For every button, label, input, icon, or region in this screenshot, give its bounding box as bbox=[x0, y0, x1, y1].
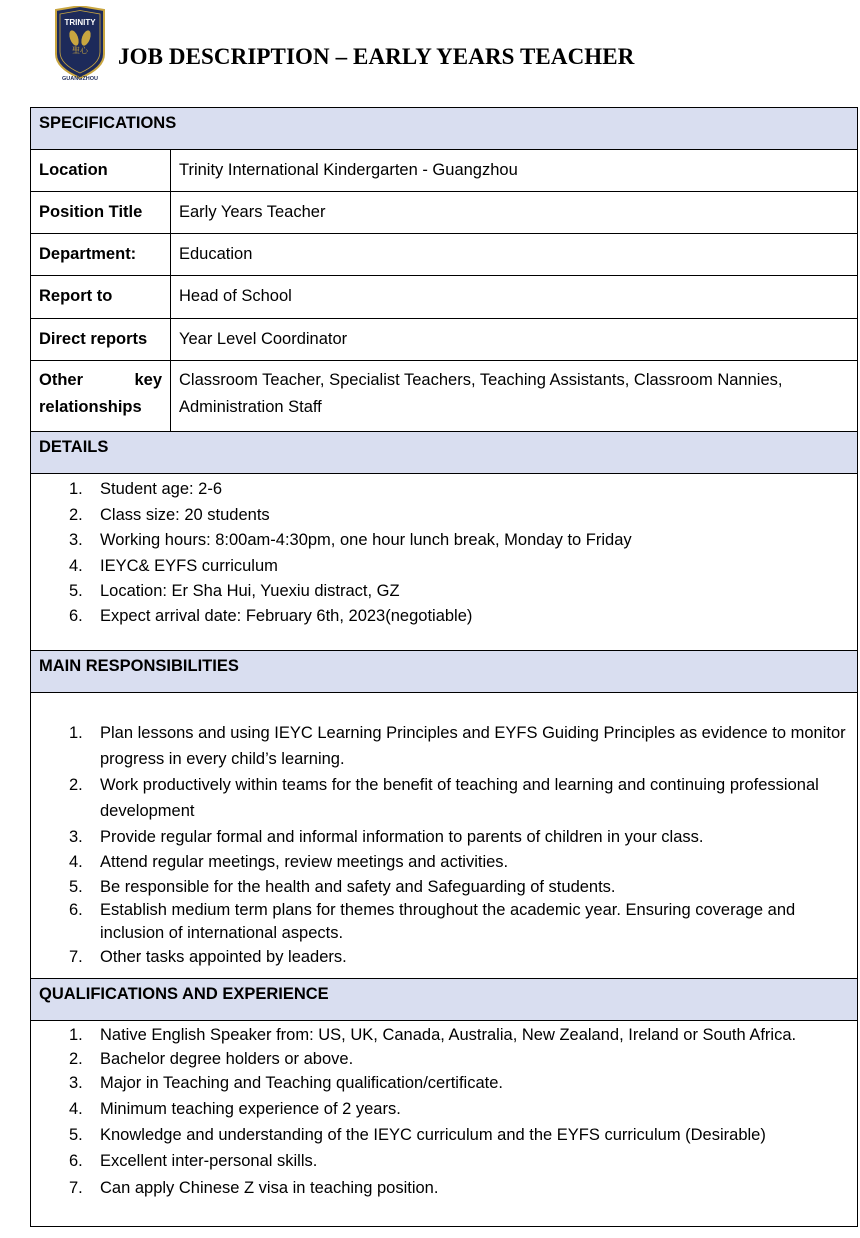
list-item: 5. Location: Er Sha Hui, Yuexiu distract, GZ bbox=[69, 582, 400, 600]
list-item: 1. Student age: 2-6 bbox=[69, 480, 223, 498]
spec-row-position-title bbox=[31, 192, 857, 234]
list-item: 5. Be responsible for the health and safety and Safeguarding of students. bbox=[69, 878, 616, 896]
list-item: 5. Knowledge and understanding of the IEYC curriculum and the EYFS curriculum (Desirable) bbox=[69, 1126, 766, 1144]
trinity-shield-logo bbox=[52, 6, 108, 82]
qualifications-heading: QUALIFICATIONS AND EXPERIENCE bbox=[31, 979, 857, 1021]
list-item: 4. Minimum teaching experience of 2 years. bbox=[69, 1100, 401, 1118]
spec-value: Early Years Teacher bbox=[179, 203, 326, 221]
spec-value: Trinity International Kindergarten - Guangzhou bbox=[179, 161, 518, 179]
spec-value: Education bbox=[179, 245, 253, 263]
spec-value: Year Level Coordinator bbox=[179, 330, 348, 348]
responsibilities-list bbox=[31, 720, 857, 970]
spec-label: Position Title bbox=[31, 192, 171, 233]
spec-row-report-to bbox=[31, 276, 857, 319]
spec-label: Department: bbox=[31, 234, 171, 275]
document-title: JOB DESCRIPTION – EARLY YEARS TEACHER bbox=[118, 44, 635, 69]
list-item: 4. IEYC& EYFS curriculum bbox=[69, 557, 278, 575]
job-description-table bbox=[30, 107, 858, 1227]
spec-row-department bbox=[31, 234, 857, 276]
spec-row-location bbox=[31, 150, 857, 192]
spec-label bbox=[31, 361, 171, 431]
spec-label-word: Other bbox=[39, 371, 84, 389]
responsibilities-section bbox=[31, 693, 857, 979]
specifications-heading: SPECIFICATIONS bbox=[31, 108, 857, 150]
document-header bbox=[50, 6, 830, 82]
list-item: 6. Establish medium term plans for themes throughout the academic year. Ensuring coverage and inclusion of international aspects. bbox=[69, 901, 796, 942]
details-section bbox=[31, 474, 857, 651]
qualifications-list bbox=[31, 1023, 857, 1202]
list-item: 6. Excellent inter-personal skills. bbox=[69, 1152, 318, 1170]
list-item: 3. Working hours: 8:00am-4:30pm, one hour lunch break, Monday to Friday bbox=[69, 531, 632, 549]
svg-text:TRINITY: TRINITY bbox=[64, 18, 96, 27]
list-item: 1. Plan lessons and using IEYC Learning Principles and EYFS Guiding Principles as evidence to monitor progress in every child’s learning. bbox=[69, 724, 846, 768]
list-item: 6. Expect arrival date: February 6th, 2023(negotiable) bbox=[69, 607, 473, 625]
list-item: 3. Provide regular formal and informal information to parents of children in your class. bbox=[69, 828, 704, 846]
details-list bbox=[31, 477, 857, 629]
qualifications-section bbox=[31, 1021, 857, 1226]
list-item: 7. Other tasks appointed by leaders. bbox=[69, 948, 347, 966]
spec-value: Head of School bbox=[179, 287, 292, 305]
list-item: 1. Native English Speaker from: US, UK, Canada, Australia, New Zealand, Ireland or South Africa. bbox=[69, 1026, 797, 1044]
spec-row-direct-reports bbox=[31, 319, 857, 361]
spec-label-word: key bbox=[134, 371, 162, 389]
responsibilities-heading: MAIN RESPONSIBILITIES bbox=[31, 651, 857, 693]
details-heading: DETAILS bbox=[31, 432, 857, 474]
spec-value: Classroom Teacher, Specialist Teachers, Teaching Assistants, Classroom Nannies, Administration Staff bbox=[179, 371, 783, 416]
svg-text:GUANGZHOU: GUANGZHOU bbox=[61, 76, 99, 82]
spec-label: Direct reports bbox=[31, 319, 171, 360]
spec-row-other-relationships bbox=[31, 361, 857, 432]
list-item: 2. Bachelor degree holders or above. bbox=[69, 1050, 354, 1068]
list-item: 2. Work productively within teams for the benefit of teaching and learning and continuing professional development bbox=[69, 776, 819, 820]
list-item: 3. Major in Teaching and Teaching qualification/certificate. bbox=[69, 1074, 503, 1092]
list-item: 2. Class size: 20 students bbox=[69, 506, 270, 524]
spec-label: Report to bbox=[31, 276, 171, 318]
spec-label: Location bbox=[31, 150, 171, 191]
list-item: 7. Can apply Chinese Z visa in teaching position. bbox=[69, 1179, 439, 1197]
spec-label-line: relationships bbox=[39, 398, 142, 416]
list-item: 4. Attend regular meetings, review meetings and activities. bbox=[69, 853, 509, 871]
svg-text:聖心: 聖心 bbox=[72, 46, 88, 55]
